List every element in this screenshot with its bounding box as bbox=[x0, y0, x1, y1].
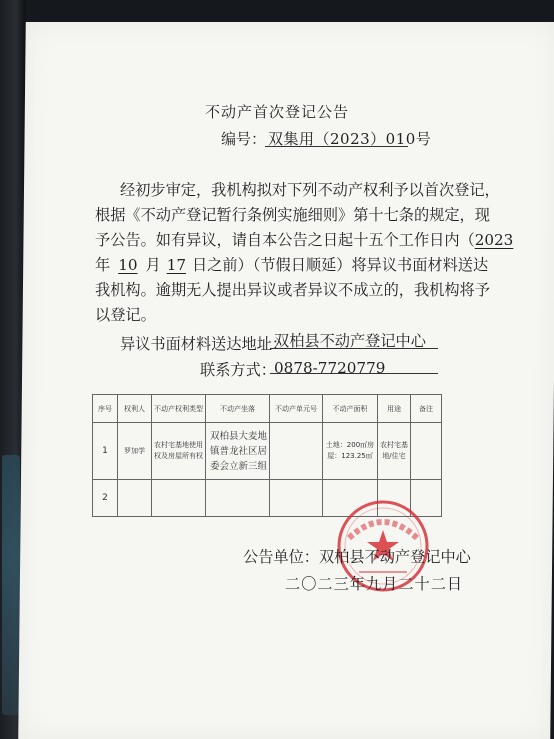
header-cell: 备注 bbox=[411, 395, 442, 423]
table-row bbox=[93, 423, 442, 480]
header-cell: 不动产单元号 bbox=[270, 395, 323, 423]
header-cell: 权利人 bbox=[118, 395, 152, 423]
cell-seq: 1 bbox=[93, 423, 118, 480]
cell-right-type bbox=[152, 480, 206, 517]
cell-unit-no bbox=[270, 423, 323, 480]
header-cell: 不动产坐落 bbox=[206, 395, 270, 423]
cell-seq: 2 bbox=[93, 480, 118, 517]
cell-holder bbox=[118, 480, 152, 517]
address-value: 双柏县不动产登记中心 bbox=[274, 332, 426, 350]
paragraph-line-1: 经初步审定，我机构拟对下列不动产权利予以首次登记， bbox=[120, 181, 500, 199]
document-title: 不动产首次登记公告 bbox=[205, 103, 350, 121]
cell-use: 农村宅基地/住宅 bbox=[378, 423, 411, 480]
background-object bbox=[2, 455, 20, 715]
contact-value: 0878-7720779 bbox=[274, 359, 386, 377]
header-cell: 用途 bbox=[378, 395, 411, 423]
cell-holder: 罗加学 bbox=[118, 423, 152, 480]
cell-right-type: 农村宅基地使用权及房屋所有权 bbox=[152, 423, 206, 480]
number-label: 编号： bbox=[221, 130, 267, 148]
month-value: 10 bbox=[118, 256, 138, 274]
table-header-row bbox=[93, 395, 442, 423]
cell-unit-no bbox=[270, 480, 323, 517]
cell-location: 双柏县大麦地镇普龙社区居委会立新三组 bbox=[206, 423, 270, 480]
cell-remark bbox=[411, 423, 442, 480]
cell-area: 土地：200㎡房屋：123.25㎡ bbox=[323, 423, 378, 480]
year-value: 2023 bbox=[474, 231, 514, 249]
paragraph-line-4: 年 10 月 17 日之前）（节假日顺延）将异议书面材料送达 bbox=[95, 256, 489, 274]
address-label: 异议书面材料送达地址： bbox=[120, 335, 288, 353]
paragraph-line-3: 予公告。如有异议，请自本公告之日起十五个工作日内（2023 bbox=[95, 231, 514, 249]
contact-label: 联系方式： bbox=[200, 361, 276, 379]
number-value: 双集用（2023）010号 bbox=[268, 130, 432, 148]
header-cell: 不动产面积 bbox=[323, 395, 378, 423]
paragraph-line-5: 我机构。逾期无人提出异议或者异议不成立的，我机构将予 bbox=[95, 281, 490, 299]
header-cell: 序号 bbox=[93, 395, 118, 423]
cell-location bbox=[206, 480, 270, 517]
day-value: 17 bbox=[166, 256, 187, 274]
paragraph-line-2: 根据《不动产登记暂行条例实施细则》第十七条的规定，现 bbox=[95, 206, 490, 224]
footer-unit: 公告单位：双柏县不动产登记中心 bbox=[243, 548, 471, 566]
header-cell: 不动产权利类型 bbox=[152, 395, 206, 423]
footer-date: 二〇二三年九月二十二日 bbox=[285, 575, 464, 593]
paragraph-line-6: 以登记。 bbox=[95, 306, 156, 324]
